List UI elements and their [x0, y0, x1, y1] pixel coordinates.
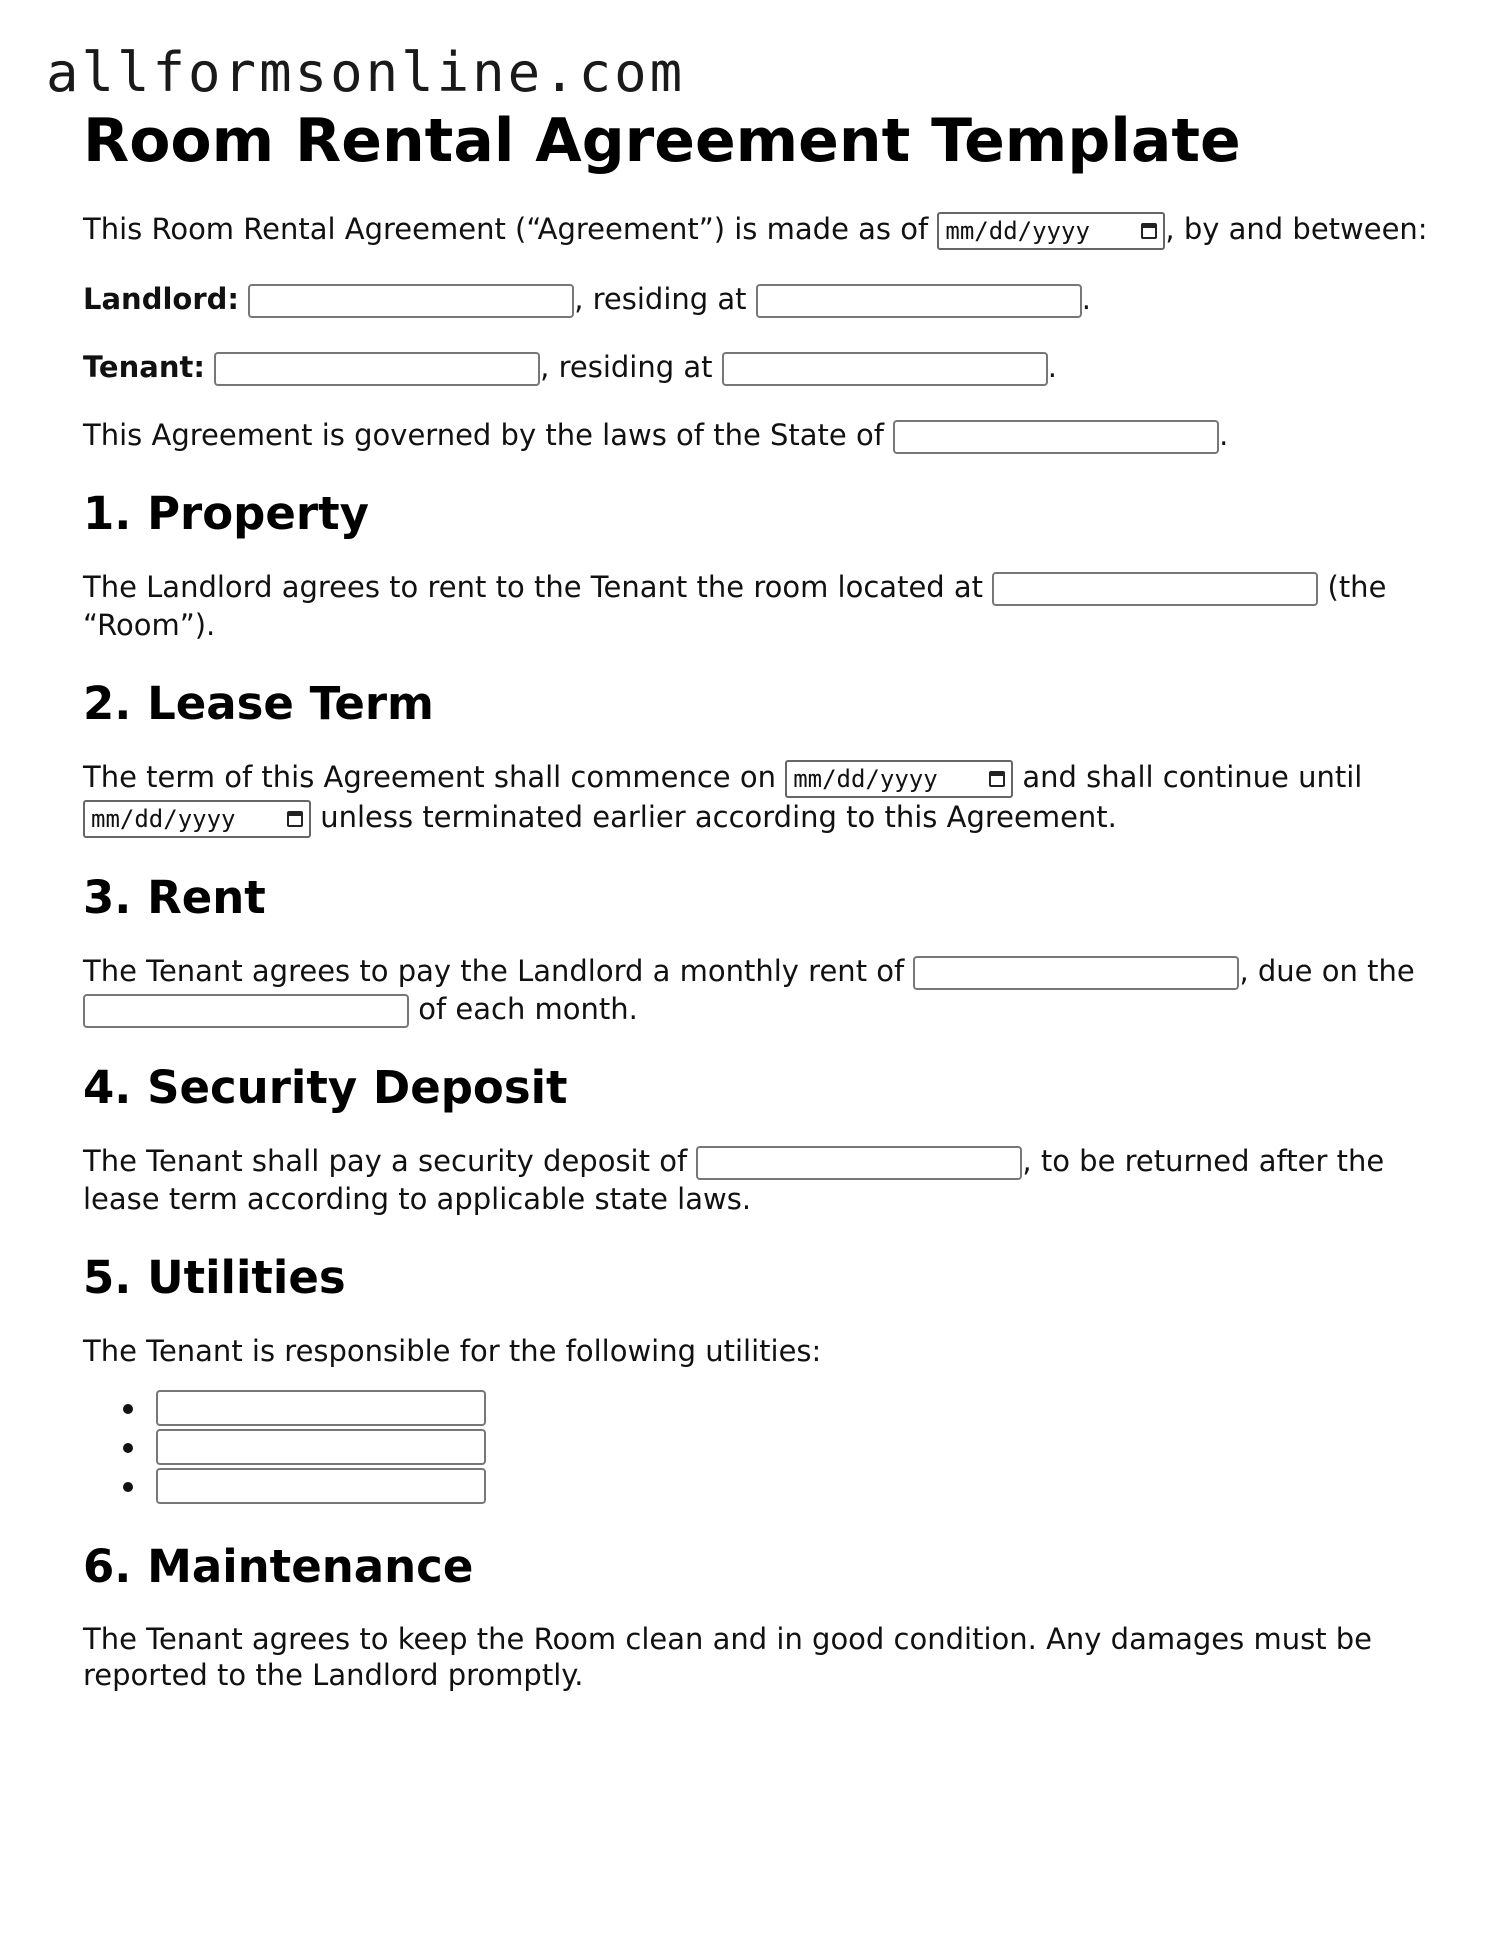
section-utilities-text: The Tenant is responsible for the following utilities:	[83, 1334, 822, 1368]
utility-input-2[interactable]	[156, 1429, 486, 1465]
section-deposit-text	[83, 1142, 1433, 1218]
section-deposit-heading: 4. Security Deposit	[83, 1061, 568, 1114]
tenant-line	[83, 348, 1433, 386]
lease-text-before: The term of this Agreement shall commence on	[83, 760, 776, 794]
property-text-after: (the “Room”).	[83, 570, 1387, 642]
landlord-end-period: .	[1081, 282, 1091, 316]
list-item	[83, 1390, 1433, 1429]
calendar-icon[interactable]	[989, 771, 1005, 787]
date-placeholder: mm/dd/yyyy	[91, 805, 236, 833]
lease-text-after: unless terminated earlier according to this Agreement.	[320, 800, 1117, 834]
governing-line	[83, 416, 1433, 454]
intro-paragraph	[83, 210, 1433, 250]
landlord-residing-text: , residing at	[574, 282, 747, 316]
utility-input-3[interactable]	[156, 1468, 486, 1504]
list-item	[83, 1468, 1433, 1507]
state-input[interactable]	[893, 420, 1219, 454]
deposit-text-before: The Tenant shall pay a security deposit of	[83, 1144, 688, 1178]
section-lease-text	[83, 758, 1433, 838]
tenant-address-input[interactable]	[722, 352, 1048, 386]
section-property-text	[83, 568, 1433, 644]
section-rent-text	[83, 952, 1433, 1028]
utilities-list	[83, 1390, 1433, 1507]
page-title: Room Rental Agreement Template	[83, 106, 1241, 176]
landlord-name-input[interactable]	[248, 284, 574, 318]
calendar-icon[interactable]	[1141, 223, 1157, 239]
date-placeholder: mm/dd/yyyy	[793, 765, 938, 793]
calendar-icon[interactable]	[287, 811, 303, 827]
section-utilities-heading: 5. Utilities	[83, 1251, 346, 1304]
intro-text-after: , by and between:	[1165, 212, 1428, 246]
watermark: allformsonline.com	[46, 41, 686, 104]
property-text-before: The Landlord agrees to rent to the Tenant the room located at	[83, 570, 984, 604]
lease-text-middle: and shall continue until	[1022, 760, 1363, 794]
section-lease-heading: 2. Lease Term	[83, 677, 434, 730]
intro-text: This Room Rental Agreement (“Agreement”) is made as of	[83, 212, 929, 246]
deposit-text-after: , to be returned after the lease term according to applicable state laws.	[83, 1144, 1385, 1216]
section-maintenance-heading: 6. Maintenance	[83, 1540, 474, 1593]
rent-due-day-input[interactable]	[83, 994, 409, 1028]
section-rent-heading: 3. Rent	[83, 871, 266, 924]
bullet-icon	[123, 1443, 133, 1453]
rent-text-after: of each month.	[418, 992, 638, 1026]
rent-text-before: The Tenant agrees to pay the Landlord a monthly rent of	[83, 954, 905, 988]
tenant-label: Tenant:	[83, 350, 205, 384]
bullet-icon	[123, 1404, 133, 1414]
agreement-date-input[interactable]	[937, 212, 1165, 250]
lease-end-date-input[interactable]	[83, 800, 311, 838]
lease-start-date-input[interactable]	[785, 760, 1013, 798]
section-maintenance-text: The Tenant agrees to keep the Room clean and in good condition. Any damages must be reported to the Landlord promptly.	[83, 1622, 1373, 1692]
tenant-end-period: .	[1047, 350, 1057, 384]
list-item	[83, 1429, 1433, 1468]
date-placeholder: mm/dd/yyyy	[945, 217, 1090, 245]
monthly-rent-input[interactable]	[913, 956, 1239, 990]
agreement-document	[83, 104, 1433, 1693]
bullet-icon	[123, 1482, 133, 1492]
landlord-address-input[interactable]	[756, 284, 1082, 318]
section-property-heading: 1. Property	[83, 487, 369, 540]
room-location-input[interactable]	[992, 572, 1318, 606]
governing-end-period: .	[1219, 418, 1229, 452]
utility-input-1[interactable]	[156, 1390, 486, 1426]
tenant-residing-text: , residing at	[540, 350, 713, 384]
rent-text-middle: , due on the	[1239, 954, 1415, 988]
landlord-label: Landlord:	[83, 282, 239, 316]
governing-text: This Agreement is governed by the laws of the State of	[83, 418, 884, 452]
security-deposit-input[interactable]	[696, 1146, 1022, 1180]
landlord-line	[83, 280, 1433, 318]
tenant-name-input[interactable]	[214, 352, 540, 386]
